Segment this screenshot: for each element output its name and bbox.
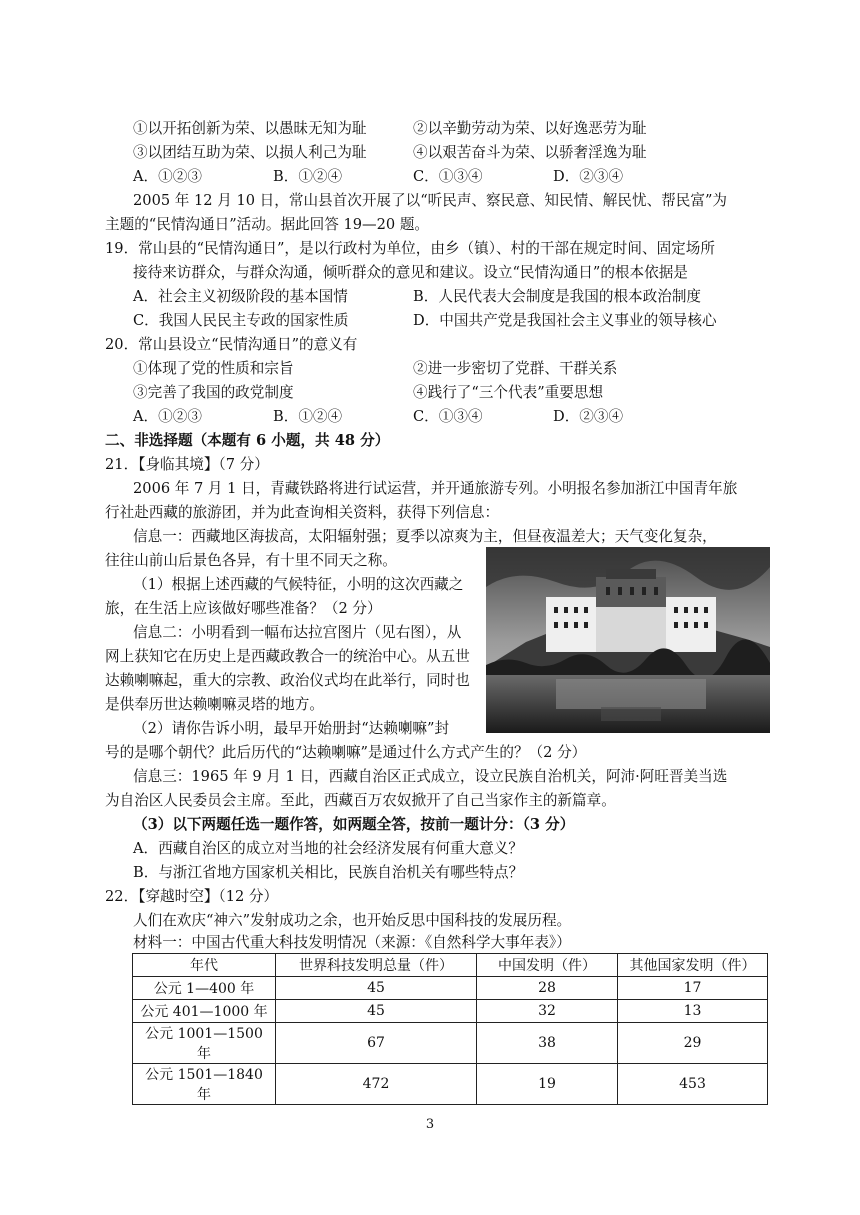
table-cell: 28 bbox=[477, 977, 618, 1000]
q18-choice-a: A．①②③ bbox=[133, 168, 202, 185]
table-cell: 32 bbox=[477, 1000, 618, 1023]
table-row bbox=[133, 1023, 768, 1064]
table-cell: 公元 1501—1840 年 bbox=[133, 1064, 276, 1105]
q21-sub3-option-b: B．与浙江省地方国家机关相比，民族自治机关有哪些特点？ bbox=[133, 864, 524, 881]
table-cell: 19 bbox=[477, 1064, 618, 1105]
q18-choice-c: C．①③④ bbox=[413, 168, 483, 185]
q18-choice-b: B．①②④ bbox=[273, 168, 343, 185]
table-header-row bbox=[133, 954, 768, 977]
table-cell: 453 bbox=[618, 1064, 768, 1105]
q19-option-c: C．我国人民民主专政的国家性质 bbox=[133, 312, 349, 329]
table-cell: 13 bbox=[618, 1000, 768, 1023]
q21-sub2-line-2: 号的是哪个朝代？此后历代的“达赖喇嘛”是通过什么方式产生的？（2 分） bbox=[105, 744, 587, 761]
q20-choice-a: A．①②③ bbox=[133, 408, 202, 425]
q21-info1-line-1: 信息一：西藏地区海拔高，太阳辐射强；夏季以凉爽为主，但昼夜温差大；天气变化复杂， bbox=[133, 528, 717, 545]
q21-sub3-option-a: A．西藏自治区的成立对当地的社会经济发展有何重大意义？ bbox=[133, 840, 523, 857]
q20-stem: 20．常山县设立“民情沟通日”的意义有 bbox=[105, 336, 358, 353]
q20-choice-b: B．①②④ bbox=[273, 408, 343, 425]
table-cell: 472 bbox=[276, 1064, 477, 1105]
q20-choice-c: C．①③④ bbox=[413, 408, 483, 425]
table-cell: 公元 1001—1500 年 bbox=[133, 1023, 276, 1064]
q18-option-4: ④以艰苦奋斗为荣、以骄奢淫逸为耻 bbox=[413, 144, 647, 161]
invention-table bbox=[132, 953, 768, 1105]
q18-choice-d: D．②③④ bbox=[553, 168, 624, 185]
q19-option-a: A．社会主义初级阶段的基本国情 bbox=[133, 288, 348, 305]
table-cell: 67 bbox=[276, 1023, 477, 1064]
q20-option-4: ④践行了“三个代表”重要思想 bbox=[413, 384, 604, 401]
q22-material-1-caption: 材料一：中国古代重大科技发明情况（来源：《自然科学大事年表》） bbox=[133, 934, 571, 951]
q21-info2-line-1: 信息二：小明看到一幅布达拉宫图片（见右图），从 bbox=[133, 624, 462, 641]
table-cell: 公元 1—400 年 bbox=[133, 977, 276, 1000]
q18-option-3: ③以团结互助为荣、以损人利己为耻 bbox=[133, 144, 367, 161]
table-cell: 45 bbox=[276, 1000, 477, 1023]
q19-stem-line-1: 19．常山县的“民情沟通日”，是以行政村为单位，由乡（镇）、村的干部在规定时间、固定场所 bbox=[105, 240, 715, 257]
q18-option-1: ①以开拓创新为荣、以愚昧无知为耻 bbox=[133, 120, 367, 137]
q20-option-3: ③完善了我国的政党制度 bbox=[133, 384, 294, 401]
q21-sub3-instruction: （3）以下两题任选一题作答，如两题全答，按前一题计分：（3 分） bbox=[133, 816, 575, 833]
q21-sub2-line-1: （2）请你告诉小明，最早开始册封“达赖喇嘛”封 bbox=[133, 720, 450, 737]
table-cell: 29 bbox=[618, 1023, 768, 1064]
table-cell: 公元 401—1000 年 bbox=[133, 1000, 276, 1023]
page-number: 3 bbox=[425, 1117, 435, 1132]
table-cell: 45 bbox=[276, 977, 477, 1000]
q20-choice-d: D．②③④ bbox=[553, 408, 624, 425]
q22-paragraph: 人们在欢庆“神六”发射成功之余，也开始反思中国科技的发展历程。 bbox=[133, 912, 572, 929]
potala-palace-photo bbox=[486, 547, 770, 733]
q18-option-2: ②以辛勤劳动为荣、以好逸恶劳为耻 bbox=[413, 120, 647, 137]
q20-option-2: ②进一步密切了党群、干群关系 bbox=[413, 360, 618, 377]
q19-option-b: B．人民代表大会制度是我国的根本政治制度 bbox=[413, 288, 702, 305]
q21-info1-line-2: 往往山前山后景色各异，有十里不同天之称。 bbox=[105, 552, 397, 569]
table-header-cell: 世界科技发明总量（件） bbox=[276, 954, 477, 977]
table-header-cell: 其他国家发明（件） bbox=[618, 954, 768, 977]
intro-line-1: 2005 年 12 月 10 日，常山县首次开展了以“听民声、察民意、知民情、解民忧、帮民富”为 bbox=[133, 192, 727, 209]
q21-info3-line-1: 信息三：1965 年 9 月 1 日，西藏自治区正式成立，设立民族自治机关，阿沛·阿旺晋美当选 bbox=[133, 768, 728, 785]
intro-line-2: 主题的“民情沟通日”活动。据此回答 19—20 题。 bbox=[105, 216, 430, 233]
table-cell: 17 bbox=[618, 977, 768, 1000]
table-header-cell: 中国发明（件） bbox=[477, 954, 618, 977]
section-2-heading: 二、非选择题（本题有 6 小题，共 48 分） bbox=[105, 432, 390, 449]
q21-paragraph-line-2: 行社赴西藏的旅游团，并为此查询相关资料，获得下列信息： bbox=[105, 504, 500, 521]
table-row bbox=[133, 977, 768, 1000]
q21-sub1-line-1: （1）根据上述西藏的气候特征，小明的这次西藏之 bbox=[133, 576, 464, 593]
q19-stem-line-2: 接待来访群众，与群众沟通，倾听群众的意见和建议。设立“民情沟通日”的根本依据是 bbox=[133, 264, 688, 281]
q21-paragraph-line-1: 2006 年 7 月 1 日，青藏铁路将进行试运营，并开通旅游专列。小明报名参加浙江中国青年旅 bbox=[133, 480, 738, 497]
q21-info3-line-2: 为自治区人民委员会主席。至此，西藏百万农奴掀开了自己当家作主的新篇章。 bbox=[105, 792, 616, 809]
table-cell: 38 bbox=[477, 1023, 618, 1064]
q22-title: 22．【穿越时空】（12 分） bbox=[105, 888, 279, 905]
q19-option-d: D．中国共产党是我国社会主义事业的领导核心 bbox=[413, 312, 717, 329]
q21-title: 21．【身临其境】（7 分） bbox=[105, 456, 269, 473]
q21-info2-line-4: 是供奉历世达赖喇嘛灵塔的地方。 bbox=[105, 696, 324, 713]
q21-sub1-line-2: 旅，在生活上应该做好哪些准备？（2 分） bbox=[105, 600, 382, 617]
q21-info2-line-3: 达赖喇嘛起，重大的宗教、政治仪式均在此举行，同时也 bbox=[105, 672, 470, 689]
table-header-cell: 年代 bbox=[133, 954, 276, 977]
q21-info2-line-2: 网上获知它在历史上是西藏政教合一的统治中心。从五世 bbox=[105, 648, 470, 665]
table-row bbox=[133, 1064, 768, 1105]
q20-option-1: ①体现了党的性质和宗旨 bbox=[133, 360, 294, 377]
table-row bbox=[133, 1000, 768, 1023]
